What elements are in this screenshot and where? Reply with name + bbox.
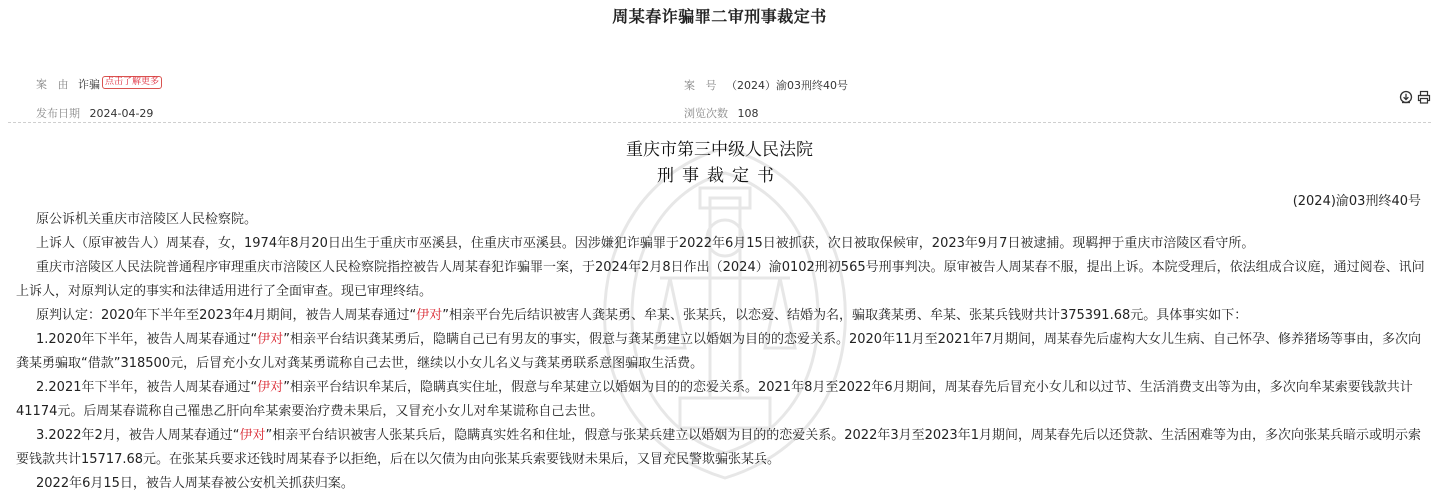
meta-case-number — [684, 77, 848, 93]
text: ”相亲平台结识龚某勇后，隐瞒自己已有男友的事实，假意与龚某勇建立以婚姻为目的的恋爱关系。2020年11月至2021年7月期间，周某春先后虚构大女儿生病、自己怀孕、修养猪场等事由，多次向龚某勇骗取“借款”318500元，后冒充小女儿对龚某勇谎称自己去世，继续以小女儿名义与龚某勇联系意图骗取生活费。 — [16, 332, 1421, 371]
paragraph-arrest: 2022年6月15日，被告人周某春被公安机关抓获归案。 — [36, 476, 354, 491]
highlight-keyword[interactable]: 伊对 — [257, 332, 284, 347]
court-name: 重庆市第三中级人民法院 — [626, 140, 813, 160]
document-body — [16, 208, 1426, 496]
highlight-keyword[interactable]: 伊对 — [239, 428, 266, 443]
learn-more-button[interactable]: 点击了解更多 — [102, 76, 162, 89]
case-label: 案 号 — [684, 79, 717, 92]
highlight-keyword[interactable]: 伊对 — [416, 308, 443, 323]
document-title: 周某春诈骗罪二审刑事裁定书 — [612, 7, 827, 26]
cause-value: 诈骗 — [78, 78, 100, 91]
meta-cause — [36, 76, 162, 93]
case-number: (2024)渝03刑终40号 — [1292, 194, 1421, 209]
paragraph-fact-3 — [16, 424, 1426, 472]
date-value: 2024-04-29 — [89, 107, 154, 120]
views-label: 浏览次数 — [684, 107, 728, 120]
paragraph-fact-1 — [16, 328, 1426, 376]
meta-views — [684, 105, 759, 121]
header-divider — [8, 122, 1431, 123]
print-icon[interactable] — [1417, 90, 1431, 104]
text: 1.2020年下半年，被告人周某春通过“ — [36, 332, 258, 347]
text: ”相亲平台先后结识被害人龚某勇、牟某、张某兵，以恋爱、结婚为名，骗取龚某勇、牟某、张某兵钱财共计375391.68元。具体事实如下： — [442, 308, 1248, 323]
text: ”相亲平台结识牟某后，隐瞒真实住址，假意与牟某建立以婚姻为目的的恋爱关系。2021年8月至2022年6月期间，周某春先后冒充小女儿和以过节、生活消费支出等为由，多次向牟某索要钱款共计41174元。后周某春谎称自己罹患乙肝向牟某索要治疗费未果后，又冒充小女儿对牟某谎称自己去世。 — [16, 380, 1413, 419]
views-value: 108 — [737, 107, 759, 120]
date-label: 发布日期 — [36, 107, 80, 120]
document-type: 刑事裁定书 — [657, 166, 782, 186]
case-value: （2024）渝03刑终40号 — [726, 79, 848, 92]
toolbar — [1399, 90, 1431, 104]
text: ”相亲平台结识被害人张某兵后，隐瞒真实姓名和住址，假意与张某兵建立以婚姻为目的的恋爱关系。2022年3月至2023年1月期间，周某春先后以还贷款、生活困难等为由，多次向张某兵暗示或明示索要钱款共计15717.68元。在张某兵要求还钱时周某春予以拒绝，后在以欠债为由向张某兵索要钱财未果后，又冒充民警欺骗张某兵。 — [16, 428, 1421, 467]
paragraph-appellant: 上诉人（原审被告人）周某春，女，1974年8月20日出生于重庆市巫溪县，住重庆市巫溪县。因涉嫌犯诈骗罪于2022年6月15日被抓获，次日被取保候审，2023年9月7日被逮捕。现羁押于重庆市涪陵区看守所。 — [36, 236, 1255, 251]
download-icon[interactable] — [1399, 90, 1413, 104]
paragraph-fact-2 — [16, 376, 1426, 424]
text: 原判认定：2020年下半年至2023年4月期间，被告人周某春通过“ — [36, 308, 417, 323]
paragraph-prosecutor: 原公诉机关重庆市涪陵区人民检察院。 — [36, 212, 258, 227]
paragraph-procedure: 重庆市涪陵区人民法院普通程序审理重庆市涪陵区人民检察院指控被告人周某春犯诈骗罪一案，于2024年2月8日作出（2024）渝0102刑初565号刑事判决。原审被告人周某春不服，提出上诉。本院受理后，依法组成合议庭，通过阅卷、讯问上诉人，对原判认定的事实和法律适用进行了全面审查。现已审理终结。 — [16, 260, 1425, 299]
meta-date — [36, 105, 153, 121]
cause-label: 案 由 — [36, 78, 69, 91]
text: 3.2022年2月，被告人周某春通过“ — [36, 428, 240, 443]
paragraph-original-finding — [16, 304, 1426, 328]
highlight-keyword[interactable]: 伊对 — [257, 380, 284, 395]
text: 2.2021年下半年，被告人周某春通过“ — [36, 380, 258, 395]
